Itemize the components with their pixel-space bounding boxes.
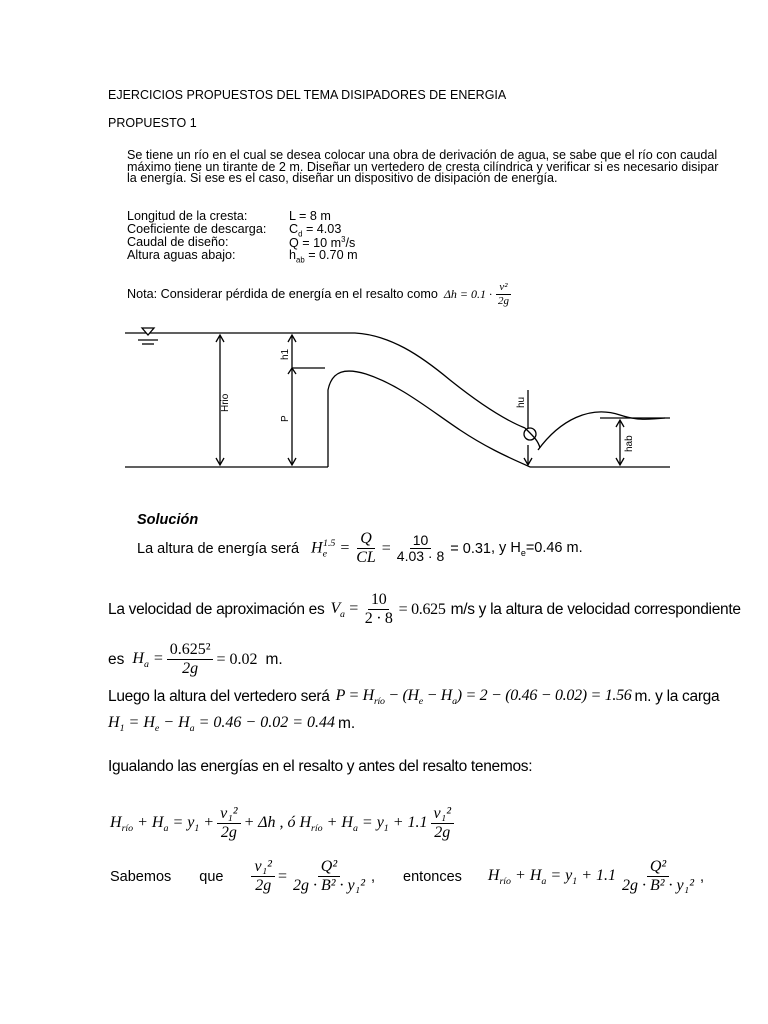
value: = 0.02	[216, 651, 258, 668]
label-hab: hab	[624, 435, 635, 452]
value: = 0.625	[398, 601, 446, 618]
jump-roller	[524, 428, 536, 440]
text: m.	[337, 715, 356, 732]
text: que	[199, 869, 224, 885]
jump-front	[525, 428, 540, 448]
data-row	[127, 235, 447, 249]
equation: $P = H_{río} - (H_e - H_a) = 2 - (0.46 - 0.02) = 1.56$	[335, 686, 632, 708]
given-data	[127, 209, 447, 265]
data-value: Q = 10 $m^3/s$	[289, 235, 356, 251]
equation: $H_a$ =	[132, 649, 164, 671]
data-label: Coeficiente de descarga:	[127, 222, 267, 236]
text: m. y la carga	[634, 688, 720, 705]
text: ,	[700, 869, 705, 885]
fraction: $\frac{\text{v₁²}}{2g}$	[251, 859, 274, 894]
data-row	[127, 209, 447, 223]
data-label: Longitud de la cresta:	[127, 209, 248, 223]
he-value: , y $H_e=0.46$ m.	[491, 540, 583, 558]
fraction: $\frac{Q}{CL}$	[356, 530, 376, 567]
label-p: P	[280, 415, 291, 422]
equation: + Δh , ó $H_{río} + H_a = y_1 + 1.1$	[243, 813, 428, 835]
value: = 0.31	[450, 541, 491, 557]
data-row	[127, 222, 447, 239]
solution-line-3	[108, 638, 283, 682]
data-label: Altura aguas abajo:	[127, 248, 236, 262]
note-text: Nota: Considerar pérdida de energía en el resalto como	[127, 287, 438, 302]
data-value: $h_{ab} = 0.70$ m	[289, 248, 358, 265]
text: Luego la altura del vertedero será	[108, 688, 330, 705]
solution-line-8: Sabemos que $\frac{\text{v₁²}}{2g}$ = $\frac{\text{Q²}}{\text{2g · B² · y₁²}}$ , entonces $H_{río} + H_a = y_1 + 1.1$ $\frac{\text{Q²}}{\text{2g · B² · y₁²}}$ ,	[110, 858, 705, 895]
solution-line-4	[108, 686, 719, 708]
data-value: L = 8 m	[289, 209, 331, 223]
label-h-rio: Hrio	[220, 393, 231, 412]
text: entonces	[403, 869, 462, 885]
text: m/s y la altura de velocidad correspondiente	[450, 601, 741, 618]
nappe-upper	[355, 333, 525, 428]
data-value: $C_d = 4.03$	[289, 222, 342, 239]
document-title: EJERCICIOS PROPUESTOS DEL TEMA DISIPADORES DE ENERGIA	[108, 88, 507, 102]
fraction: $\frac{\text{0.625²}}{2g}$	[167, 642, 214, 677]
data-row	[127, 248, 447, 265]
fraction: $\frac{\text{v₁²}}{2g}$	[217, 806, 240, 841]
equation: $H_{río} + H_a = y_1$ +	[110, 813, 215, 835]
text: ,	[371, 869, 376, 885]
equation: $H_e^{1.5}$ =	[311, 538, 351, 560]
fraction: $\frac{\text{v₁²}}{2g}$	[431, 806, 454, 841]
equation: $H_{río} + H_a = y_1 + 1.1$	[487, 866, 616, 888]
text: La velocidad de aproximación es	[108, 601, 325, 618]
fraction: $\frac{\text{Q²}}{\text{2g · B² · y₁²}}$	[292, 858, 365, 895]
fraction: $\frac{10}{4.03 \cdot 8}$	[396, 532, 445, 565]
label-hu: hu	[516, 396, 527, 408]
note-fraction: $\frac{\text{v²}}{2g}$	[497, 281, 509, 307]
text: es	[108, 651, 125, 668]
note-equation: Δh = 0.1 ·	[443, 286, 492, 301]
label-h1: h1	[280, 348, 291, 360]
solution-heading: Solución	[137, 512, 199, 528]
equation: $H_1 = H_e - H_a = 0.46 - 0.02 = 0.44$	[108, 713, 335, 735]
fraction: $\frac{\text{Q²}}{\text{2g · B² · y₁²}}$	[621, 858, 695, 895]
weir-diagram	[120, 300, 680, 480]
solution-line-7	[110, 800, 457, 848]
solution-line-1: La altura de energía será $H_e^{1.5}$ = $\frac{Q}{CL}$ = $\frac{10}{4.03 \cdot 8}$ = 0.31 , y $H_e=0.46$ m.	[137, 530, 583, 567]
fraction: $\frac{10}{2 \cdot 8}$	[364, 591, 393, 628]
problem-number: PROPUESTO 1	[108, 116, 197, 130]
solution-line-2	[108, 590, 741, 630]
text: Sabemos	[110, 869, 172, 885]
solution-line-6: Igualando las energías en el resalto y antes del resalto tenemos:	[108, 758, 533, 775]
text: La altura de energía será	[137, 541, 300, 557]
water-level-icon	[142, 328, 154, 335]
text: m.	[265, 651, 283, 668]
equation: $V_a$ =	[330, 599, 359, 621]
solution-line-5	[108, 713, 355, 735]
data-label: Caudal de diseño:	[127, 235, 229, 249]
weir-profile	[328, 371, 530, 467]
problem-statement: Se tiene un río en el cual se desea colocar una obra de derivación de agua, se sabe que el río con caudal máximo tiene un tirante de 2 m. Diseñar un vertedero de cresta cilíndrica y verificar si es necesario disipar la energía. Si ese es el caso, diseñar un dispositivo de disipación de energía.	[127, 148, 719, 186]
